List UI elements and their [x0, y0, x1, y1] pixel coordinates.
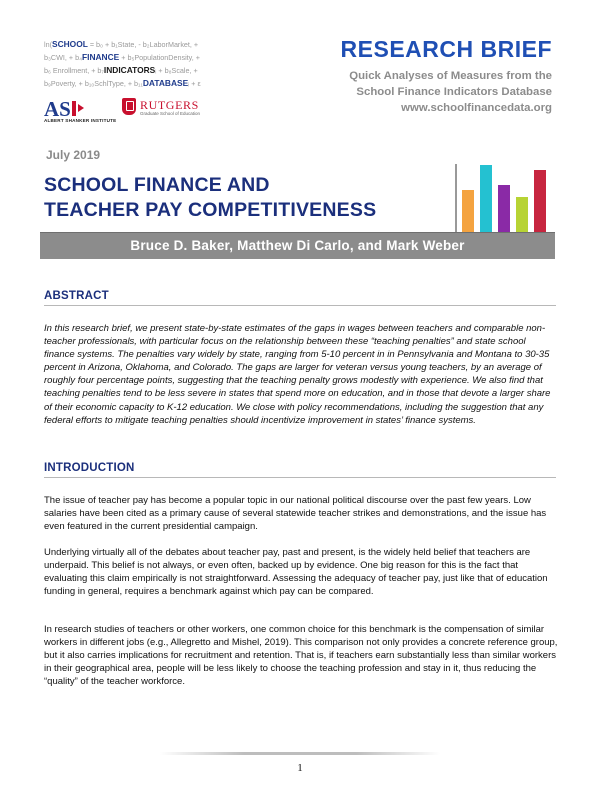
chart-bar [516, 197, 528, 235]
formula-keyword: DATABASE [142, 78, 189, 88]
research-brief-title: RESEARCH BRIEF [340, 36, 552, 62]
rutgers-wordmark: RUTGERS [140, 98, 199, 112]
introduction-heading: INTRODUCTION [44, 462, 135, 474]
chart-bar [480, 165, 492, 235]
asi-name: ALBERT SHANKER INSTITUTE [44, 118, 117, 123]
research-brief-subtitle: Quick Analyses of Measures from the School Finance Indicators Database www.schoolfinancedata.org [252, 68, 552, 116]
authors: Bruce D. Baker, Matthew Di Carlo, and Mark Weber [130, 238, 465, 253]
chart-bar [462, 190, 474, 235]
partner-logos [44, 98, 284, 124]
rutgers-seal-icon [122, 98, 136, 115]
formula-keyword: INDICATORS [103, 65, 156, 75]
footer-divider [160, 752, 440, 755]
abstract-text: In this research brief, we present state-by-state estimates of the gaps in wages between teachers and comparable non-teacher professionals, with particular focus on the relationship between these “teaching penalties” and state school finance systems. The penalties vary widely by state, ranging from 5-10 percent in in Pennsylvania and Montana to 30-35 percent in Arizona, Oklahoma, and Colorado. The gaps are larger for veteran versus young teachers, by an average of roughly four percentage points, suggesting that the teaching penalty grows modestly with experience. We also find that teaching penalties tend to be less severe in states that spend more on education, and in those that devote a larger share of their economic capacity to K-12 education. We close with policy recommendations, including the suggestion that any federal efforts to mitigate teaching penalties should incentivize improvement in states’ finance systems. [44, 323, 551, 426]
paragraph: The issue of teacher pay has become a popular topic in our national political discourse over the past few years. Low salaries have been cited as a primary cause of several statewide teacher strikes and demonstrations, and the issue has even featured in the current presidential campaign. [44, 495, 547, 533]
rutgers-subtitle: Graduate School of Education [140, 111, 201, 116]
website-url[interactable]: www.schoolfinancedata.org [401, 102, 552, 114]
abstract-heading: ABSTRACT [44, 290, 109, 302]
paragraph: Underlying virtually all of the debates about teacher pay, past and present, is the widely held belief that teachers are underpaid. This belief is not always, or even often, backed up by evidence. One big reason for this is the fact that evaluating this claim empirically is not straightforward. Assessing the adequacy of teacher pay, just like that of education funding in general, requires a benchmark against which pay can be compared. [44, 547, 548, 598]
section-divider [44, 305, 556, 306]
chart-bar [498, 185, 510, 235]
formula-line: b₉Poverty, + b₁₀SchlType, + b₁₁DATABASEᵢ + ε [44, 78, 201, 88]
paragraph: In research studies of teachers or other workers, one common choice for this benchmark is the compensation of similar workers in different jobs (e.g., Allegretto and Mishel, 2019). This comparison not only provides a concrete reference group, but it also carries implications for recruitment and retention. That is, if teachers earn substantially less than similar workers in their geographical area, people will be less likely to choose the teaching profession and stay in it, thus reducing the “quality” of the teacher workforce. [44, 624, 558, 688]
chart-bar [534, 170, 546, 235]
formula-line: b₃CWI, + b₄FINANCE + b₅PopulationDensity, + [44, 52, 200, 62]
database-formula-logo [44, 38, 274, 90]
formula-line: ln(SCHOOL = b₀ + b₁State, - b₂LaborMarket, + [44, 39, 199, 49]
formula-keyword: SCHOOL [52, 39, 88, 49]
svg-text:AS: AS [44, 98, 71, 121]
formula-keyword: FINANCE [82, 52, 120, 62]
author-bar [40, 232, 555, 259]
section-divider [44, 477, 556, 478]
decorative-bar-chart [454, 160, 554, 240]
page-number: 1 [297, 762, 303, 774]
page-title: SCHOOL FINANCE AND TEACHER PAY COMPETITIVENESS [44, 174, 377, 221]
publication-date: July 2019 [46, 148, 101, 162]
formula-line: b₆ Enrollment, + b₇INDICATORSᵢ + b₈Scale, + [44, 65, 198, 75]
